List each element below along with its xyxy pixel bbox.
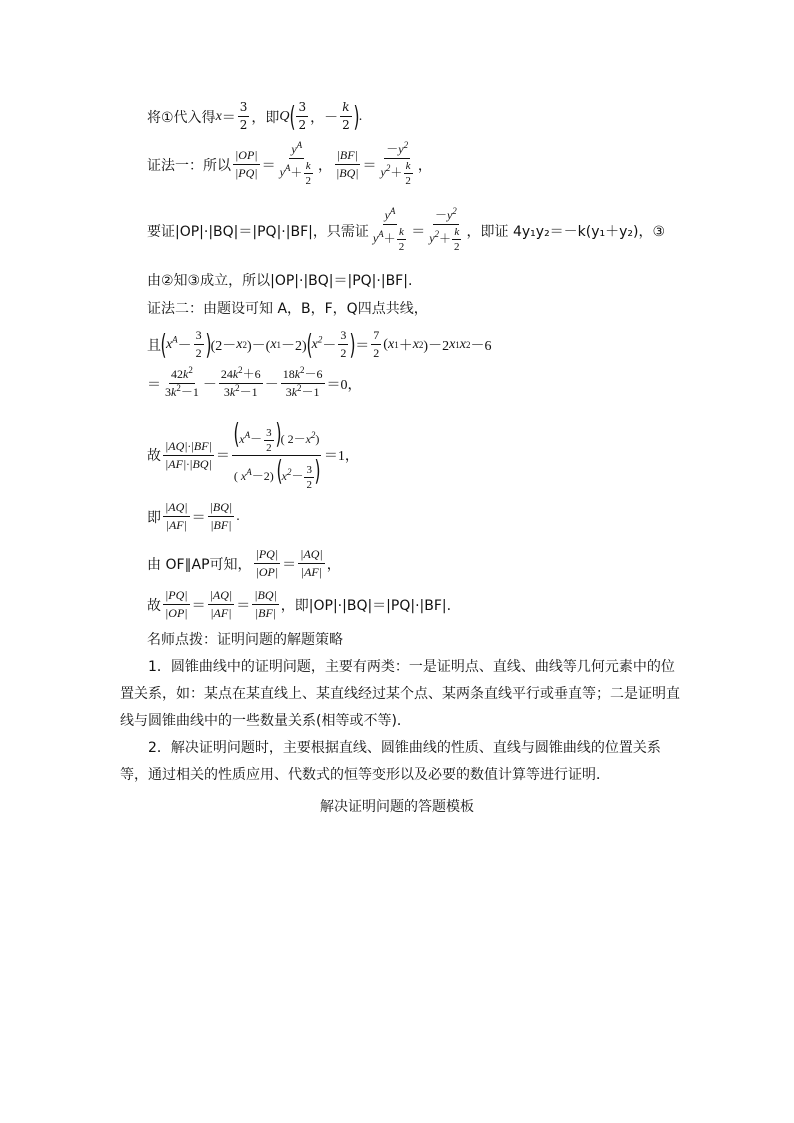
text: 故 (147, 448, 161, 465)
line-parallel: 由 OF∥AP可知， $\frac{|PQ|}{|OP|}$ ＝ $\frac{|AQ|}{|AF|}$ ， (147, 547, 341, 579)
fraction: $\frac{|OP|}{|PQ|}$ (235, 148, 258, 180)
line-equal-ratio: 即 $\frac{|AQ|}{|AF|}$ ＝ $\frac{|BQ|}{|BF|}$ . (147, 500, 240, 532)
fraction: $y^A$ $y^A+$ $\frac{k}{2}$ (279, 140, 311, 187)
fraction: $y^A$ $y^A+$ $\frac{k}{2}$ (372, 206, 405, 253)
fraction: $-y^2$ $y^2+$ $\frac{k}{2}$ (429, 206, 460, 253)
tip-paragraph-1: 1．圆锥曲线中的证明问题，主要有两类：一是证明点、直线、曲线等几何元素中的位置关系，如：某点在某直线上、某直线经过某个点、某两条直线平行或垂直等；二是证明直线与圆锥曲线中的一些数量关系(相等或不等)． (120, 659, 680, 729)
line-proof-one: 证法一：所以 $\frac{|OP|}{|PQ|}$ ＝ $y^A$ $y^A+$ $\frac{k}{2}$ ， $\frac{|BF|}{|BQ|}$ ＝ $-y^2$ $y^2+$ $\frac{k}{2}$ ， (147, 140, 432, 187)
text: ＝1， (323, 449, 359, 465)
math: Q (279, 108, 290, 124)
text: ，即证 4y₁y₂＝－k(y₁＋y₂)，③ (466, 223, 666, 240)
text: 证法一：所以 (147, 157, 231, 174)
fraction: $\frac{|BF|}{|BQ|}$ (335, 148, 359, 180)
line-proof-two: 证法二：由题设可知 A，B，F，Q四点共线， (147, 301, 428, 317)
section-title: 解决证明问题的答题模板 (320, 799, 474, 815)
text: 要证|OP|·|BQ|＝|PQ|·|BF|，只需证 (147, 223, 369, 240)
fraction: $\frac{k}{2}$ (342, 100, 350, 132)
text: ，即 (251, 109, 280, 126)
text: ，即|OP|·|BQ|＝|PQ|·|BF|. (280, 597, 452, 614)
tip-paragraph-2: 2．解决证明问题时，主要根据直线、圆锥曲线的性质、直线与圆锥曲线的位置关系等，通过相关的性质应用、代数式的恒等变形以及必要的数值计算等进行证明． (120, 740, 661, 783)
fraction: $-y^2$ $y^2+$ $\frac{k}{2}$ (380, 140, 411, 187)
math: x (215, 108, 222, 124)
text: ， (326, 557, 341, 573)
text: . (236, 508, 240, 524)
text: 且 (147, 337, 161, 354)
line-conclusion: 由②知③成立，所以|OP|·|BQ|＝|PQ|·|BF|. (147, 273, 413, 289)
line-need-prove: 要证|OP|·|BQ|＝|PQ|·|BF|，只需证 $y^A$ $y^A+$ $\frac{k}{2}$ ＝ $-y^2$ $y^2+$ $\frac{k}{2}$ ，即证 4y₁y₂＝－k(y₁＋y₂)，③ (147, 206, 666, 253)
text: . (358, 108, 363, 124)
text: 将①代入得 (147, 109, 216, 126)
line-simplify: ＝ $\frac{42k^2}{3k^2-1}$ － $\frac{24k^2+6}{3k^2-1}$ － $\frac{18k^2-6}{3k^2-1}$ ＝0， (147, 365, 362, 399)
text: 故 (147, 597, 161, 614)
fraction: $\frac{3}{2}$ (239, 100, 248, 132)
text: 即 (147, 509, 161, 526)
tips-title: 名师点拨：证明问题的解题策略 (147, 632, 343, 648)
line-expression: 且 ( $x^A$ － $\frac{3}{2}$ ) (2－ x 2 )－( x 1 －2) ( $x^2$ － $\frac{3}{2}$ ) ＝ $\frac{7}{2}$ ( x 1 ＋ x 2 )－2 x 1 x 2 －6 (147, 327, 492, 361)
line-ratio: 故 $\frac{|AQ|\cdot|BF|}{|AF|\cdot|BQ|}$ ＝ ($x^A-$ $\frac{3}{2}$ )( $2-x^2$) ( $x^A-2$) ($x^2-$ $\frac{3}{2}$ ) ＝1， (147, 417, 359, 491)
text: 由 OF∥AP可知， (147, 556, 252, 573)
text: ， (317, 157, 332, 174)
line-substitute: 将①代入得 x ＝ $\frac{3}{2}$ ，即 Q ( $\frac{3}{2}$ ，－ $\frac{k}{2}$ ) . (147, 99, 363, 133)
line-final: 故 $\frac{|PQ|}{|OP|}$ ＝ $\frac{|AQ|}{|AF|}$ ＝ $\frac{|BQ|}{|BF|}$ ，即|OP|·|BQ|＝|PQ|·|BF|. (147, 588, 452, 620)
text: ＝0， (326, 377, 362, 393)
fraction: $\frac{3}{2}$ (298, 100, 307, 132)
